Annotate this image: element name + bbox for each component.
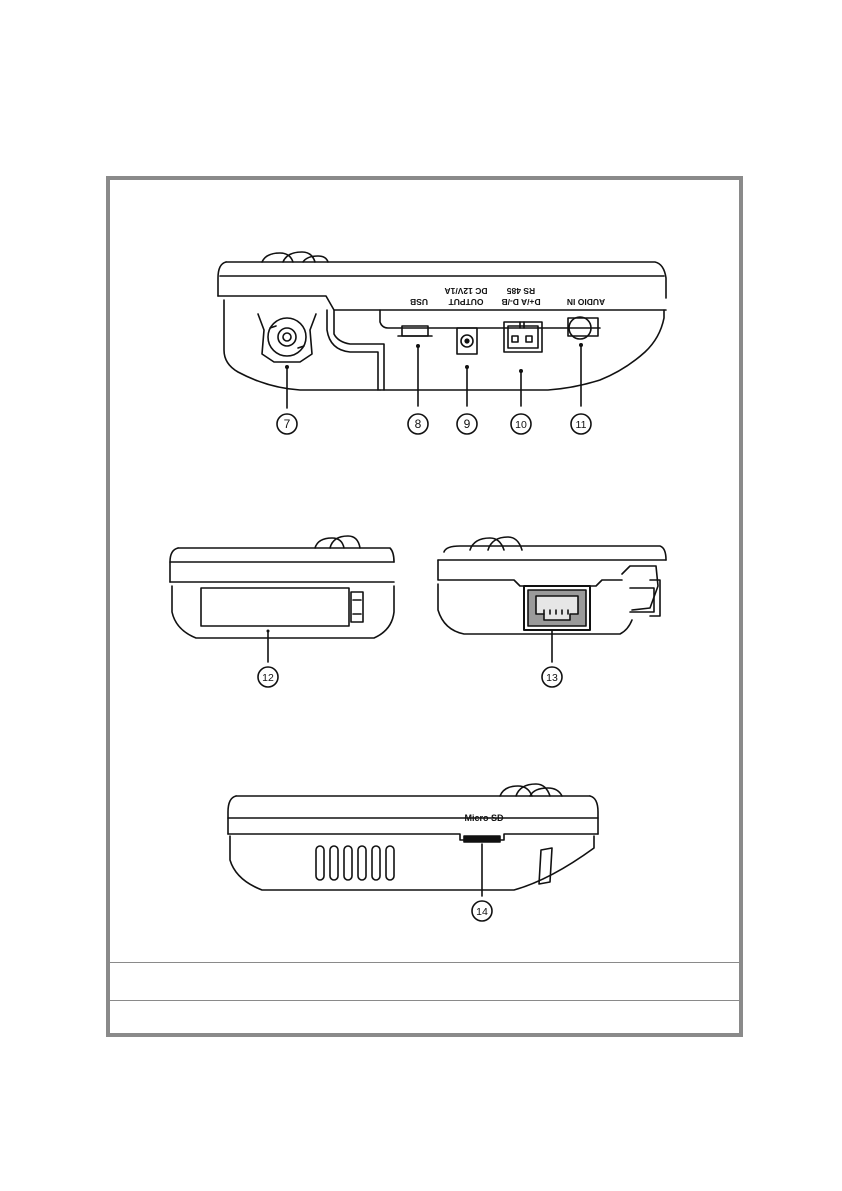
rs485-port-label-line2: D+/A D-/B <box>501 297 541 307</box>
callout-11: 11 <box>575 419 587 431</box>
device-bottom-view <box>228 784 598 896</box>
callout-8: 8 <box>414 417 422 431</box>
usb-port-label: USB <box>410 297 428 307</box>
dc-port-label-line2: OUTPUT <box>448 297 484 307</box>
callout-9: 9 <box>463 417 471 431</box>
callout-10: 10 <box>515 419 527 431</box>
device-right-view <box>438 537 666 662</box>
dc-port-label-line1: DC 12V/1A <box>444 286 488 296</box>
callout-14: 14 <box>476 906 488 918</box>
device-top-view <box>218 252 666 408</box>
callout-12: 12 <box>262 672 274 684</box>
audio-port-label: AUDIO IN <box>566 297 606 307</box>
micro-sd-label: Micro SD <box>464 813 504 823</box>
rs485-port-label-line1: RS 485 <box>506 286 536 296</box>
callout-13: 13 <box>546 672 558 684</box>
callout-7: 7 <box>283 417 291 431</box>
device-left-view <box>170 536 394 662</box>
